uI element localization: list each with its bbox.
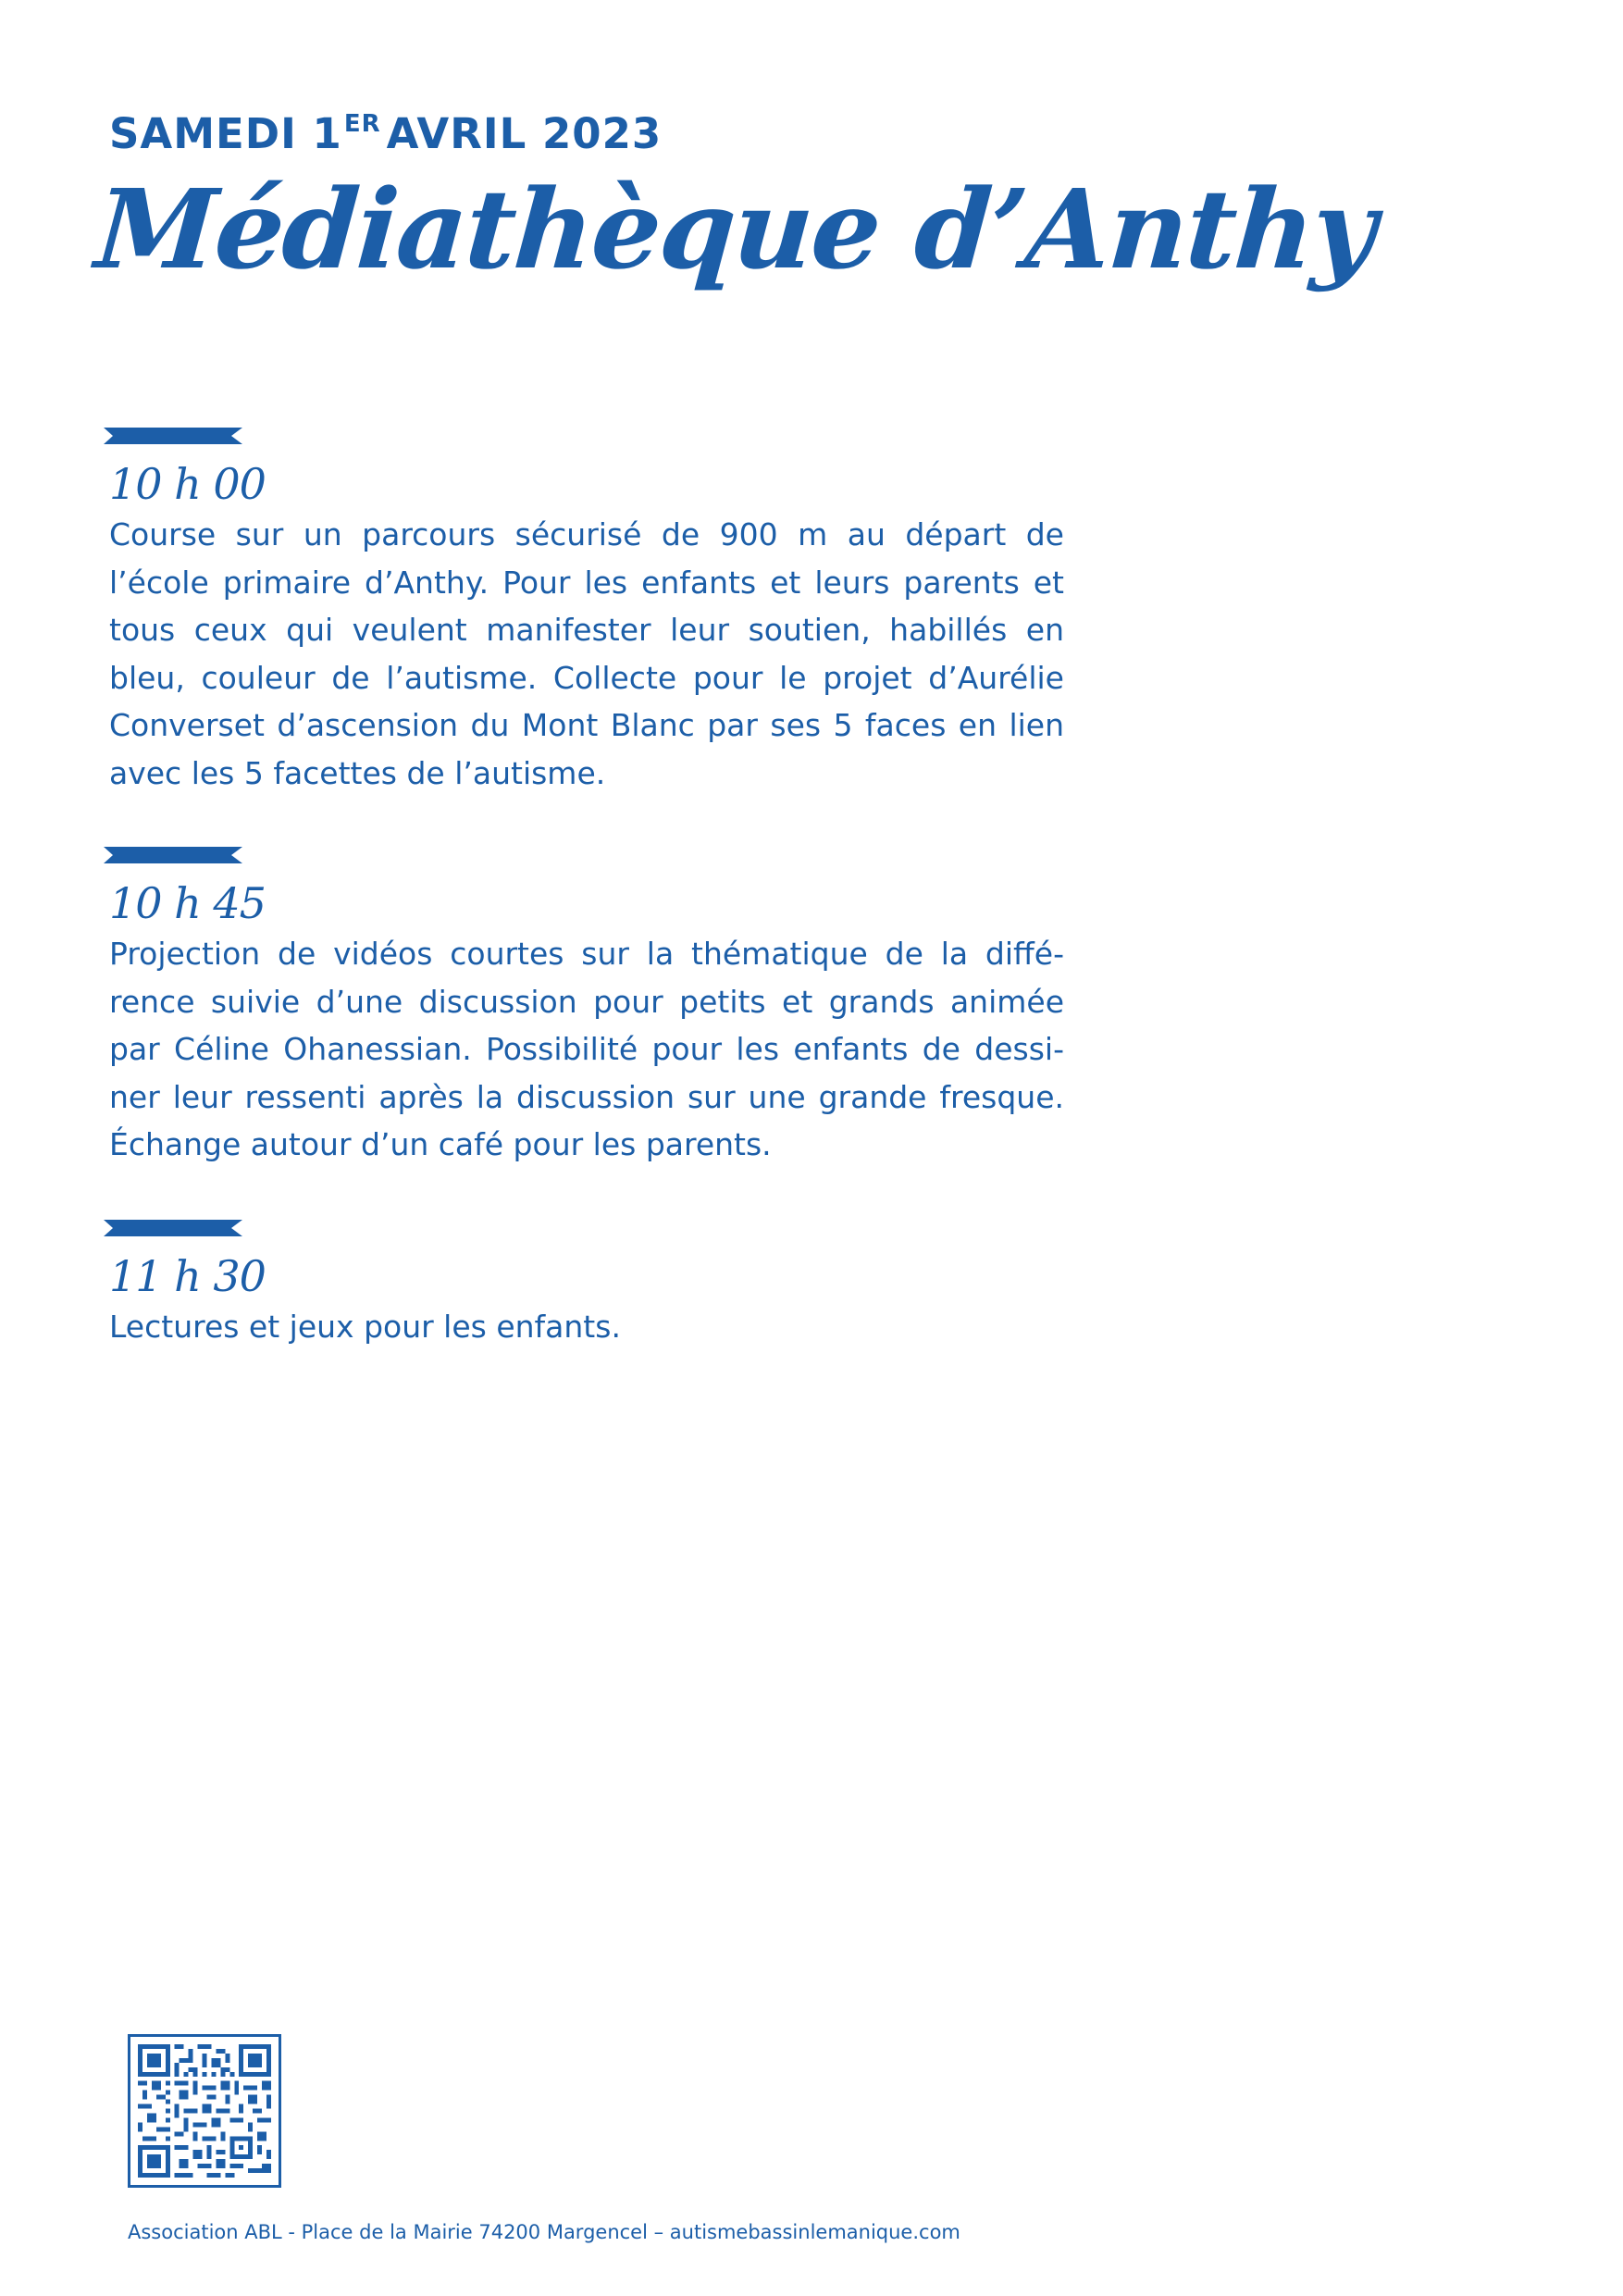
schedule-time: 10 h 45	[109, 878, 266, 928]
schedule-description: Lectures et jeux pour les enfants.	[109, 1309, 621, 1345]
qr-code-icon	[138, 2044, 271, 2178]
schedule-time: 10 h 00	[109, 459, 266, 509]
schedule-time: 11 h 30	[109, 1251, 266, 1301]
qr-code[interactable]	[128, 2034, 281, 2188]
date-superscript: ER	[343, 110, 381, 138]
schedule-description: Course sur un parcours sécurisé de 900 m au départ de l’école primaire d’Anthy. Pour les enfants et leurs parents et tous ceux qui veulent manifester leur soutien, habillés en bleu, couleur de l’autisme. Collecte pour le projet d’Aurélie Converset d’ascension du Mont Blanc par ses 5 faces en lien avec les 5 facettes de l’autisme.	[109, 516, 1064, 791]
footer-text: Association ABL - Place de la Mairie 74200 Margencel – autismebassinlemanique.com	[128, 2221, 960, 2243]
date-rest: AVRIL 2023	[386, 109, 663, 158]
schedule-description: Projection de vidéos courtes sur la thématique de la différence suivie d’une discussion pour petits et grands animée par Céline Ohanessian. Possibilité pour les enfants de dessiner leur ressenti après la discussion sur une grande fresque. Échange autour d’un café pour les parents.	[109, 936, 1064, 1162]
venue-title: Médiathèque d’Anthy	[92, 165, 1379, 293]
ribbon-icon	[104, 426, 242, 446]
date-line	[109, 109, 662, 158]
ribbon-icon	[104, 1218, 242, 1238]
ribbon-icon	[104, 845, 242, 865]
date-main: SAMEDI 1	[109, 109, 342, 158]
